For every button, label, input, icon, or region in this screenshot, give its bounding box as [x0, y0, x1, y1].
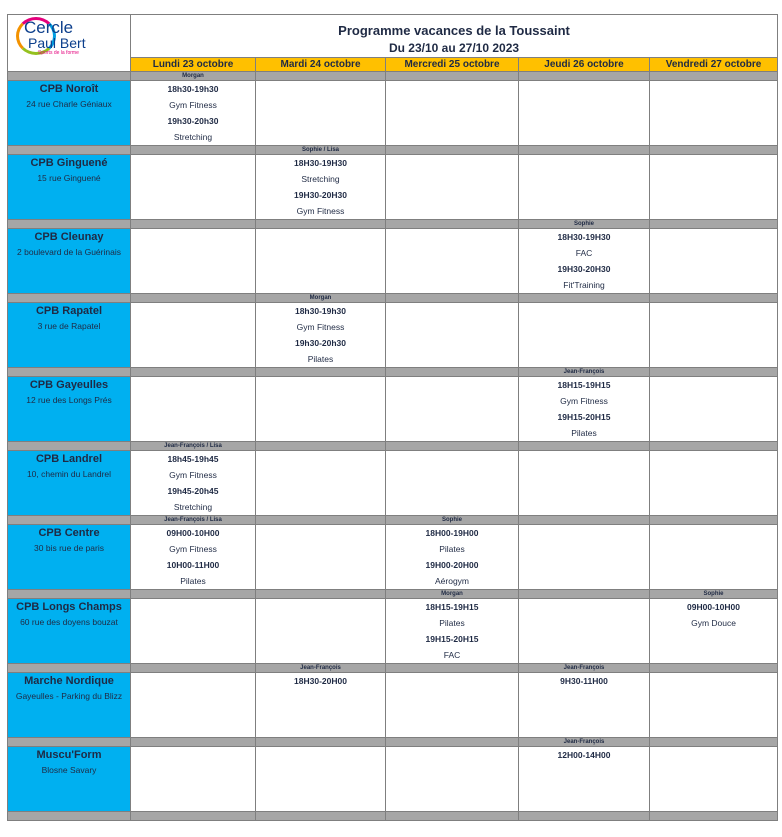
instructor-spacer	[8, 294, 131, 303]
instructor-label	[519, 516, 650, 525]
instructor-spacer	[8, 368, 131, 377]
instructor-label	[131, 664, 256, 673]
slot-cell	[650, 673, 778, 738]
instructor-label	[650, 368, 778, 377]
instructor-label	[386, 664, 519, 673]
instructor-row	[8, 72, 778, 81]
venue-address: 2 boulevard de la Guérinais	[17, 247, 121, 257]
time-slot: 09H00-10H00	[687, 602, 740, 612]
slot-cell	[519, 155, 650, 220]
instructor-label: Morgan	[386, 590, 519, 599]
instructor-label	[386, 442, 519, 451]
venue-name: CPB Rapatel	[35, 305, 103, 317]
instructor-label: Jean-François	[519, 738, 650, 747]
slot-cell	[519, 599, 650, 664]
venue-name: CPB Cleunay	[34, 231, 104, 243]
instructor-row	[8, 368, 778, 377]
instructor-label	[386, 220, 519, 229]
instructor-label: Jean-François	[256, 664, 386, 673]
time-slot: 09H00-10H00	[166, 528, 220, 538]
class-name: FAC	[575, 248, 593, 258]
venue-address: 30 bis rue de paris	[34, 543, 104, 553]
instructor-row	[8, 442, 778, 451]
time-slot: 19h30-20h30	[167, 116, 219, 126]
venue-address: 24 rue Charle Géniaux	[26, 99, 112, 109]
time-slot: 18H15-19H15	[425, 602, 479, 612]
class-name: Gym Fitness	[296, 206, 345, 216]
day-header-3: Jeudi 26 octobre	[519, 58, 650, 72]
instructor-label: Jean-François / Lisa	[131, 516, 256, 525]
slot-cell	[519, 747, 650, 812]
slot-cell	[256, 451, 386, 516]
time-slot: 19H00-20H00	[425, 560, 479, 570]
time-slot: 18H30-19H30	[294, 158, 347, 168]
venue-address: 10, chemin du Landrel	[26, 469, 112, 479]
slot-cell	[131, 81, 256, 146]
venue-address: 12 rue des Longs Prés	[26, 395, 112, 405]
slot-cell	[650, 747, 778, 812]
slot-cell	[256, 673, 386, 738]
instructor-label	[650, 664, 778, 673]
instructor-label	[519, 146, 650, 155]
slot-cell	[650, 599, 778, 664]
venue-cell	[8, 303, 131, 368]
instructor-label	[519, 442, 650, 451]
class-name: Pilates	[439, 618, 465, 628]
instructor-row	[8, 220, 778, 229]
logo-cell	[8, 15, 131, 72]
slot-cell	[131, 451, 256, 516]
venue-row	[8, 229, 778, 294]
class-name: FAC	[443, 650, 461, 660]
venue-row	[8, 599, 778, 664]
venue-name: CPB Ginguené	[30, 157, 108, 169]
time-slot: 18H00-19H00	[425, 528, 479, 538]
instructor-spacer	[8, 516, 131, 525]
instructor-label	[650, 72, 778, 81]
page-subtitle: Du 23/10 au 27/10 2023	[388, 40, 520, 55]
instructor-spacer	[8, 220, 131, 229]
instructor-row	[8, 516, 778, 525]
day-header-2: Mercredi 25 octobre	[386, 58, 519, 72]
time-slot: 19H30-20H30	[557, 264, 611, 274]
instructor-label	[650, 146, 778, 155]
slot-cell	[256, 377, 386, 442]
instructor-label: Sophie	[519, 220, 650, 229]
instructor-label: Sophie / Lisa	[256, 146, 386, 155]
slot-cell	[256, 81, 386, 146]
instructor-label: Morgan	[131, 72, 256, 81]
venue-address: 15 rue Ginguené	[37, 173, 101, 183]
venue-cell	[8, 81, 131, 146]
instructor-label	[519, 72, 650, 81]
venue-cell	[8, 155, 131, 220]
class-name: Gym Fitness	[560, 396, 608, 406]
slot-cell	[386, 673, 519, 738]
slot-cell	[256, 303, 386, 368]
logo-tagline: Sports de la forme	[38, 50, 79, 56]
instructor-label	[256, 516, 386, 525]
time-slot: 10H00-11H00	[166, 560, 220, 570]
slot-cell	[650, 155, 778, 220]
slot-cell	[131, 303, 256, 368]
instructor-label	[256, 442, 386, 451]
instructor-row	[8, 146, 778, 155]
time-slot: 19H30-20H30	[294, 190, 347, 200]
slot-cell	[386, 229, 519, 294]
slot-cell	[519, 451, 650, 516]
class-name: Stretching	[173, 132, 213, 142]
slot-cell	[256, 155, 386, 220]
slot-cell	[131, 673, 256, 738]
time-slot: 18h30-19h30	[167, 84, 219, 94]
venue-cell	[8, 747, 131, 812]
instructor-row	[8, 738, 778, 747]
class-name: Fit'Training	[563, 280, 605, 290]
venue-cell	[8, 673, 131, 738]
slot-cell	[650, 377, 778, 442]
time-slot: 19h30-20h30	[294, 338, 347, 348]
instructor-spacer	[8, 590, 131, 599]
instructor-label	[386, 738, 519, 747]
instructor-spacer	[8, 664, 131, 673]
slot-cell	[650, 229, 778, 294]
venue-cell	[8, 229, 131, 294]
instructor-label	[131, 368, 256, 377]
slot-cell	[131, 229, 256, 294]
venue-row	[8, 81, 778, 146]
venue-address: Blosne Savary	[41, 765, 97, 775]
venue-name: CPB Gayeulles	[29, 379, 109, 391]
instructor-label: Sophie	[650, 590, 778, 599]
venue-row	[8, 377, 778, 442]
venue-cell	[8, 377, 131, 442]
instructor-label	[650, 442, 778, 451]
page-title: Programme vacances de la Toussaint	[338, 22, 570, 38]
bottom-gray-cell	[519, 812, 650, 821]
instructor-label	[256, 72, 386, 81]
class-name: Pilates	[571, 428, 597, 438]
slot-cell	[386, 525, 519, 590]
instructor-label	[386, 294, 519, 303]
venue-cell	[8, 525, 131, 590]
bottom-gray-cell	[131, 812, 256, 821]
slot-cell	[131, 525, 256, 590]
instructor-label	[386, 368, 519, 377]
instructor-label	[650, 738, 778, 747]
instructor-row	[8, 664, 778, 673]
slot-cell	[256, 229, 386, 294]
time-slot: 18H30-19H30	[557, 232, 611, 242]
venue-address: Gayeulles - Parking du Blizz	[15, 691, 123, 701]
slot-cell	[519, 673, 650, 738]
class-name: Gym Douce	[691, 618, 736, 628]
time-slot: 18h45-19h45	[167, 454, 219, 464]
time-slot: 18H30-20H00	[294, 676, 347, 686]
time-slot: 12H00-14H00	[557, 750, 611, 760]
venue-row	[8, 525, 778, 590]
venue-name: CPB Landrel	[35, 453, 102, 465]
slot-cell	[386, 747, 519, 812]
instructor-label	[650, 294, 778, 303]
day-header-4: Vendredi 27 octobre	[650, 58, 778, 72]
slot-cell	[131, 377, 256, 442]
class-name: Gym Fitness	[296, 322, 345, 332]
instructor-label	[131, 590, 256, 599]
instructor-label	[650, 220, 778, 229]
instructor-label	[519, 590, 650, 599]
class-name: Stretching	[301, 174, 340, 184]
class-name: Gym Fitness	[169, 470, 217, 480]
slot-cell	[386, 303, 519, 368]
slot-cell	[131, 747, 256, 812]
time-slot: 19H15-20H15	[557, 412, 611, 422]
bottom-gray-row	[8, 812, 778, 821]
slot-cell	[650, 81, 778, 146]
time-slot: 19H15-20H15	[425, 634, 479, 644]
venue-name: Marche Nordique	[24, 675, 114, 687]
cercle-paul-bert-logo	[8, 15, 126, 57]
venue-address: 60 rue des doyens bouzat	[20, 617, 118, 627]
class-name: Gym Fitness	[169, 100, 217, 110]
bottom-gray-cell	[256, 812, 386, 821]
instructor-spacer	[8, 442, 131, 451]
instructor-label	[386, 146, 519, 155]
instructor-label	[256, 590, 386, 599]
slot-cell	[386, 377, 519, 442]
slot-cell	[519, 229, 650, 294]
instructor-label	[519, 294, 650, 303]
instructor-row	[8, 294, 778, 303]
instructor-spacer	[8, 72, 131, 81]
instructor-label	[256, 368, 386, 377]
venue-row	[8, 673, 778, 738]
class-name: Gym Fitness	[169, 544, 217, 554]
bottom-gray-cell	[8, 812, 131, 821]
venue-name: CPB Centre	[38, 527, 100, 539]
slot-cell	[519, 303, 650, 368]
slot-cell	[519, 525, 650, 590]
instructor-spacer	[8, 738, 131, 747]
slot-cell	[386, 451, 519, 516]
slot-cell	[650, 525, 778, 590]
slot-cell	[131, 599, 256, 664]
instructor-row	[8, 590, 778, 599]
class-name: Pilates	[307, 354, 334, 364]
time-slot: 9H30-11H00	[560, 676, 608, 686]
instructor-label	[256, 738, 386, 747]
title-cell	[131, 15, 778, 58]
time-slot: 19h45-20h45	[167, 486, 219, 496]
class-name: Stretching	[173, 502, 213, 512]
venue-row	[8, 451, 778, 516]
bottom-gray-cell	[386, 812, 519, 821]
schedule-table	[7, 14, 778, 821]
instructor-label	[131, 738, 256, 747]
slot-cell	[650, 303, 778, 368]
class-name: Aérogym	[434, 576, 469, 586]
instructor-label: Morgan	[256, 294, 386, 303]
bottom-gray-cell	[650, 812, 778, 821]
instructor-label	[131, 146, 256, 155]
slot-cell	[256, 525, 386, 590]
instructor-label	[386, 72, 519, 81]
instructor-label: Jean-François	[519, 368, 650, 377]
venue-row	[8, 747, 778, 812]
instructor-label	[131, 220, 256, 229]
slot-cell	[386, 81, 519, 146]
class-name: Pilates	[180, 576, 206, 586]
venue-name: Muscu'Form	[36, 749, 102, 761]
venue-row	[8, 303, 778, 368]
venue-address: 3 rue de Rapatel	[37, 321, 101, 331]
slot-cell	[131, 155, 256, 220]
slot-cell	[256, 599, 386, 664]
slot-cell	[386, 599, 519, 664]
slot-cell	[519, 377, 650, 442]
instructor-label	[256, 220, 386, 229]
time-slot: 18h30-19h30	[294, 306, 347, 316]
venue-cell	[8, 599, 131, 664]
logo-line2: Paul Bert	[28, 35, 86, 51]
day-header-0: Lundi 23 octobre	[131, 58, 256, 72]
logo-line1: Cercle	[24, 18, 74, 37]
venue-name: CPB Noroît	[39, 83, 99, 95]
instructor-label	[131, 294, 256, 303]
instructor-label: Jean-François	[519, 664, 650, 673]
venue-row	[8, 155, 778, 220]
venue-cell	[8, 451, 131, 516]
slot-cell	[650, 451, 778, 516]
instructor-spacer	[8, 146, 131, 155]
day-header-1: Mardi 24 octobre	[256, 58, 386, 72]
instructor-label	[650, 516, 778, 525]
slot-cell	[519, 81, 650, 146]
slot-cell	[256, 747, 386, 812]
class-name: Pilates	[439, 544, 465, 554]
venue-name: CPB Longs Champs	[16, 601, 122, 613]
instructor-label: Jean-François / Lisa	[131, 442, 256, 451]
instructor-label: Sophie	[386, 516, 519, 525]
time-slot: 18H15-19H15	[557, 380, 611, 390]
slot-cell	[386, 155, 519, 220]
